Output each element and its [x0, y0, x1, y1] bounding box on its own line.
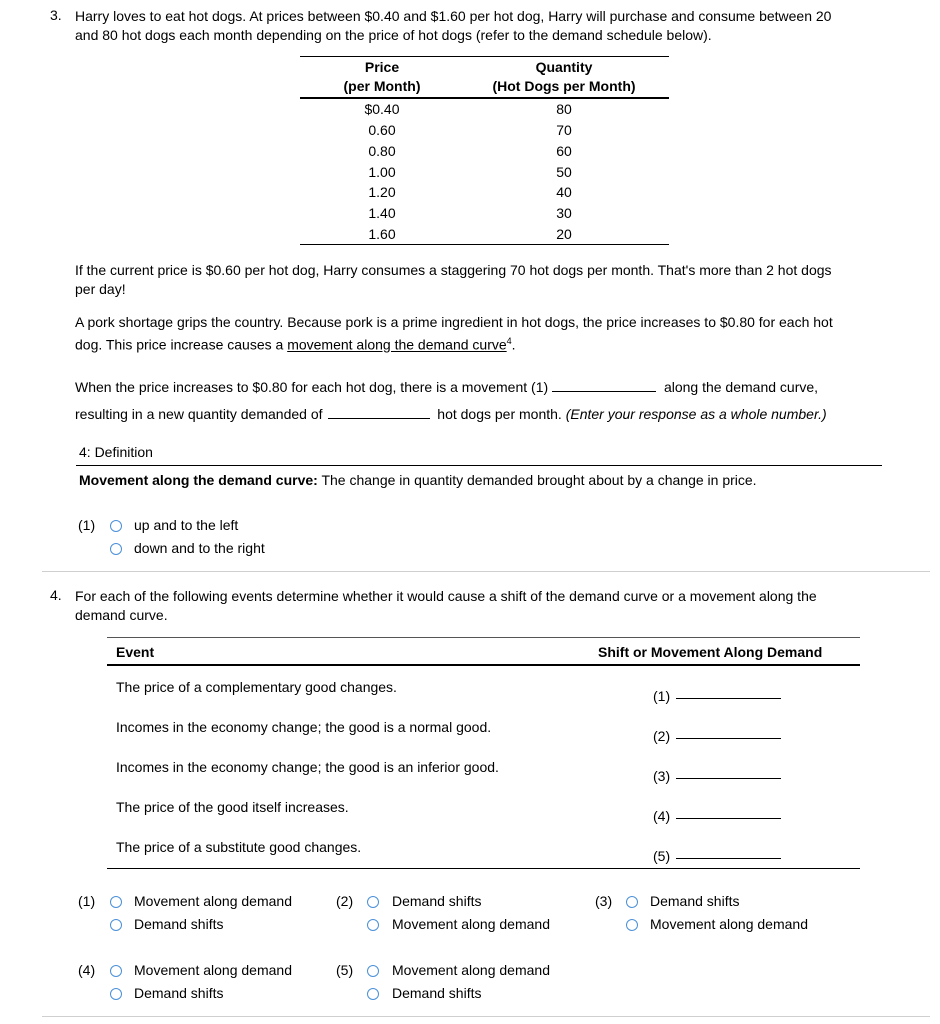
event-text: The price of a complementary good changes. — [116, 679, 397, 695]
choice-option[interactable]: Demand shifts — [650, 893, 740, 909]
intro-line: For each of the following events determine whether it would cause a shift of the demand curve or a movement along the — [75, 588, 817, 604]
table-cell-qty: 40 — [556, 184, 572, 200]
answer-blank[interactable] — [676, 818, 781, 819]
quantity-header: Quantity — [535, 59, 593, 75]
radio-button[interactable] — [367, 965, 379, 977]
table-cell-qty: 20 — [556, 226, 572, 242]
definition-link[interactable]: movement along the demand curve — [287, 336, 507, 353]
answer-blank[interactable] — [676, 738, 781, 739]
paragraph-line: per day! — [75, 281, 126, 297]
answer-blank[interactable] — [676, 698, 781, 699]
shortage-paragraph — [75, 313, 895, 355]
definition-term: Movement along the demand curve: — [79, 472, 318, 488]
answer-label: (3) — [653, 768, 671, 784]
intro-line: Harry loves to eat hot dogs. At prices between $0.40 and $1.60 per hot dog, Harry will purchase and consume between 20 — [75, 8, 832, 24]
choice-option[interactable]: Movement along demand — [392, 916, 550, 932]
table-bottom-rule — [107, 868, 860, 869]
prompt-text: hot dogs per month. — [437, 406, 562, 422]
choice-option[interactable]: up and to the left — [134, 517, 239, 533]
choice-option[interactable]: Movement along demand — [134, 893, 292, 909]
price-header-unit: (per Month) — [343, 78, 421, 94]
event-text: The price of a substitute good changes. — [116, 839, 362, 855]
choice-group-label: (3) — [595, 893, 613, 909]
choice-group-label: (1) — [78, 893, 96, 909]
definition-body: The change in quantity demanded brought about by a change in price. — [317, 472, 757, 488]
choice-option[interactable]: Demand shifts — [392, 985, 482, 1001]
quantity-header-unit: (Hot Dogs per Month) — [492, 78, 636, 94]
table-cell-price: 1.20 — [368, 184, 396, 200]
radio-button[interactable] — [110, 988, 122, 1000]
answer-label: (5) — [653, 848, 671, 864]
table-cell-qty: 30 — [556, 205, 572, 221]
prompt-text: along the demand curve, — [663, 379, 819, 395]
table-cell-price: 0.80 — [368, 143, 396, 159]
radio-button[interactable] — [367, 919, 379, 931]
quantity-answer-input[interactable] — [328, 400, 430, 419]
choice-option[interactable]: Movement along demand — [392, 962, 550, 978]
question-4-number: 4. — [50, 587, 62, 603]
table-cell-price: 0.60 — [368, 122, 396, 138]
radio-button[interactable] — [110, 896, 122, 908]
price-header: Price — [364, 59, 400, 75]
section-divider — [42, 1016, 930, 1017]
table-cell-qty: 60 — [556, 143, 572, 159]
paragraph-text: . — [511, 336, 516, 353]
prompt-line-1 — [75, 379, 818, 395]
choice-option[interactable]: Demand shifts — [134, 916, 224, 932]
table-header-rule — [300, 97, 669, 99]
radio-button[interactable] — [110, 919, 122, 931]
answer-label: (2) — [653, 728, 671, 744]
definition-rule — [76, 465, 882, 466]
table-cell-qty: 50 — [556, 164, 572, 180]
question-3-intro — [75, 7, 895, 45]
radio-button[interactable] — [367, 988, 379, 1000]
choice-option[interactable]: Movement along demand — [134, 962, 292, 978]
radio-button[interactable] — [367, 896, 379, 908]
table-cell-qty: 70 — [556, 122, 572, 138]
table-bottom-rule — [300, 244, 669, 245]
table-cell-price: 1.60 — [368, 226, 396, 242]
instruction-text: (Enter your response as a whole number.) — [565, 406, 827, 422]
table-cell-price: $0.40 — [364, 101, 400, 117]
radio-button[interactable] — [626, 919, 638, 931]
table-cell-price: 1.00 — [368, 164, 396, 180]
event-text: Incomes in the economy change; the good is an inferior good. — [116, 759, 499, 775]
answer-header: Shift or Movement Along Demand — [598, 644, 823, 660]
event-text: The price of the good itself increases. — [116, 799, 349, 815]
question-3-number: 3. — [50, 7, 62, 23]
answer-blank-1[interactable] — [552, 391, 656, 392]
choice-group-label: (1) — [78, 517, 96, 533]
radio-button[interactable] — [626, 896, 638, 908]
radio-button[interactable] — [110, 520, 122, 532]
answer-blank[interactable] — [676, 858, 781, 859]
paragraph-line: If the current price is $0.60 per hot dog, Harry consumes a staggering 70 hot dogs per month. That's more than 2 hot dogs — [75, 262, 832, 278]
table-cell-qty: 80 — [556, 101, 572, 117]
table-top-rule — [300, 56, 669, 57]
prompt-text: resulting in a new quantity demanded of — [75, 406, 323, 422]
event-header: Event — [116, 644, 155, 660]
choice-option[interactable]: down and to the right — [134, 540, 265, 556]
answer-label: (1) — [653, 688, 671, 704]
choice-group-label: (2) — [336, 893, 354, 909]
prompt-text: When the price increases to $0.80 for each hot dog, there is a movement (1) — [75, 379, 549, 395]
choice-option[interactable]: Movement along demand — [650, 916, 808, 932]
choice-group-label: (4) — [78, 962, 96, 978]
table-cell-price: 1.40 — [368, 205, 396, 221]
paragraph-line: A pork shortage grips the country. Because pork is a prime ingredient in hot dogs, the price increases to $0.80 for each hot — [75, 314, 833, 330]
paragraph-text: dog. This price increase causes a — [75, 336, 288, 353]
answer-blank[interactable] — [676, 778, 781, 779]
answer-label: (4) — [653, 808, 671, 824]
choice-group-label: (5) — [336, 962, 354, 978]
event-text: Incomes in the economy change; the good is a normal good. — [116, 719, 492, 735]
table-header-rule — [107, 664, 860, 666]
question-4-intro — [75, 587, 895, 625]
intro-line: and 80 hot dogs each month depending on the price of hot dogs (refer to the demand schedule below). — [75, 27, 712, 43]
definition-title: 4: Definition — [79, 444, 153, 460]
current-price-paragraph — [75, 261, 895, 299]
section-divider — [42, 571, 930, 572]
radio-button[interactable] — [110, 965, 122, 977]
table-top-rule — [107, 637, 860, 638]
intro-line: demand curve. — [75, 607, 168, 623]
choice-option[interactable]: Demand shifts — [134, 985, 224, 1001]
paragraph-line — [75, 332, 895, 355]
definition-text — [79, 472, 757, 488]
choice-option[interactable]: Demand shifts — [392, 893, 482, 909]
footnote-marker: 4 — [506, 336, 512, 346]
prompt-line-2 — [75, 400, 827, 422]
radio-button[interactable] — [110, 543, 122, 555]
